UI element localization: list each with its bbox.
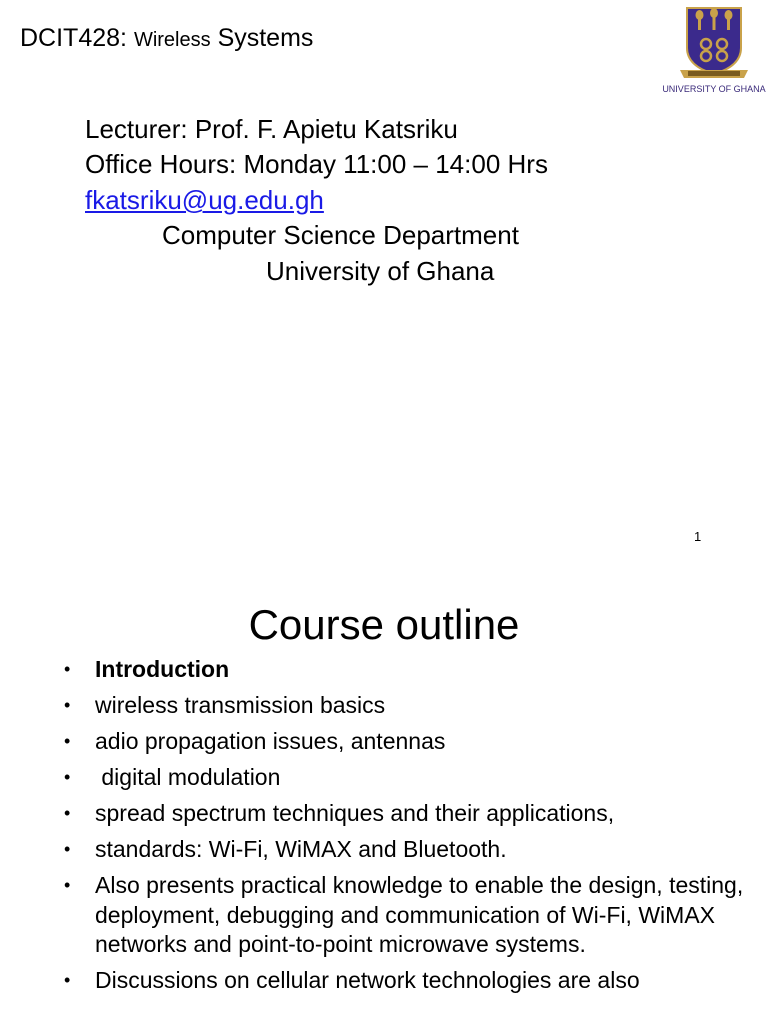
bullet-icon: • bbox=[64, 659, 71, 679]
course-code: DCIT428: bbox=[20, 24, 127, 52]
list-item: • adio propagation issues, antennas bbox=[64, 727, 764, 757]
department-line: Computer Science Department bbox=[162, 220, 519, 250]
university-crest-icon bbox=[660, 4, 768, 84]
lecturer-line: Lecturer: Prof. F. Apietu Katsriku bbox=[85, 114, 458, 144]
course-outline-slide bbox=[0, 560, 768, 1024]
course-name-small: Wireless bbox=[133, 29, 211, 51]
outline-list bbox=[64, 655, 764, 1002]
bullet-icon: • bbox=[64, 731, 71, 751]
list-item: • standards: Wi-Fi, WiMAX and Bluetooth. bbox=[64, 835, 764, 865]
list-item: • spread spectrum techniques and their applications, bbox=[64, 799, 764, 829]
bullet-icon: • bbox=[64, 803, 71, 823]
list-item: • Introduction bbox=[64, 655, 764, 685]
list-item: • wireless transmission basics bbox=[64, 691, 764, 721]
list-item: • digital modulation bbox=[64, 763, 764, 793]
university-line: University of Ghana bbox=[266, 256, 495, 286]
university-logo bbox=[660, 4, 768, 96]
outline-title: Course outline bbox=[248, 601, 520, 648]
office-hours-line: Office Hours: Monday 11:00 – 14:00 Hrs bbox=[85, 149, 548, 179]
bullet-icon: • bbox=[64, 970, 71, 990]
list-item: • Discussions on cellular network technologies are also bbox=[64, 966, 764, 996]
list-item: • Also presents practical knowledge to enable the design, testing, deployment, debugging and communication of Wi-Fi, WiMAX networks and point-to-point microwave systems. bbox=[64, 872, 744, 957]
bullet-icon: • bbox=[64, 875, 71, 895]
bullet-icon: • bbox=[64, 767, 71, 787]
course-title bbox=[20, 24, 313, 53]
bullet-icon: • bbox=[64, 695, 71, 715]
page-number: 1 bbox=[694, 529, 702, 544]
logo-caption: UNIVERSITY OF GHANA bbox=[662, 84, 766, 94]
course-name-rest: Systems bbox=[217, 24, 314, 52]
email-link[interactable]: fkatsriku@ug.edu.gh bbox=[85, 185, 324, 215]
bullet-icon: • bbox=[64, 839, 71, 859]
